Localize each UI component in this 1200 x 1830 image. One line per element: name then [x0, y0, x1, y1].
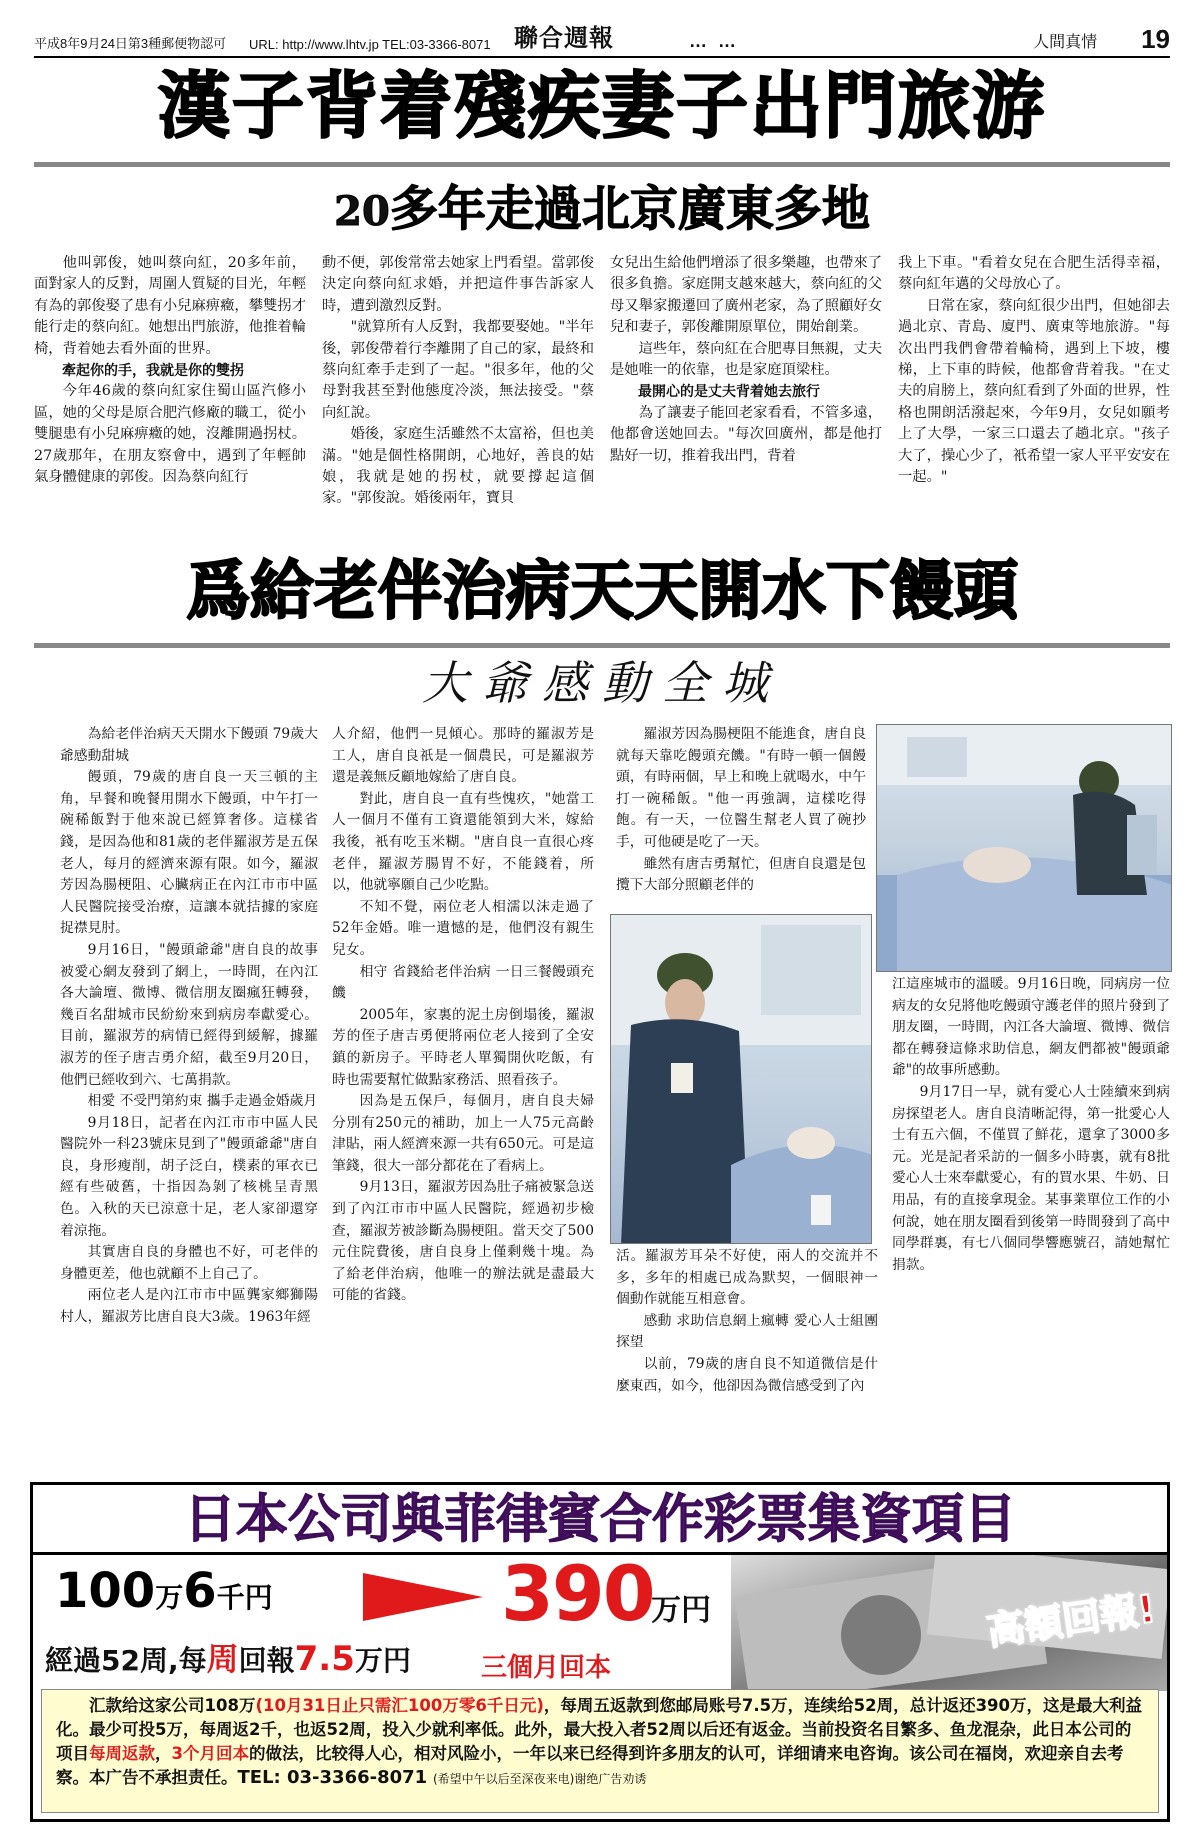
paragraph: 日常在家，蔡向紅很少出門，但她卻去過北京、青島、廈門、廣東等地旅游。"每次出門我們會帶着輪椅，遇到上下坡，樓梯，上下車的時候，他都會背着我。"在丈夫的肩膀上，蔡向紅看到了外面的世界，性格也開朗活潑起來，今年9月，女兒如願考上了大學，一家三口還去了趟北京。"孩子大了，操心少了，衹希望一家人平平安安在一起。" [898, 297, 1170, 486]
paragraph: 我上下車。"看着女兒在合肥生活得幸福，蔡向紅年邁的父母放心了。 [898, 255, 1170, 293]
paragraph: 饅頭，79歲的唐自良一天三頓的主角，早餐和晚餐用開水下饅頭，中午打一碗稀飯對于他來說已經算奢侈。這樣省錢，是因為他和81歲的老伴羅淑芳是五保老人，每月的經濟來源有限。如今，羅淑芳因為腸梗阻、心臟病正在內江市市中區人民醫院接受治療，這讓本就拮據的家庭捉襟見肘。 [60, 769, 318, 937]
paragraph: 婚後，家庭生活雖然不太富裕，但也美滿。"她是個性格開朗，心地好，善良的姑娘，我就是她的拐杖，就要撐起這個家。"郭俊說。婚後兩年，寶貝 [322, 426, 594, 507]
paragraph: 2005年，家裏的泥土房倒塌後，羅淑芳的侄子唐吉勇便將兩位老人接到了全安鎮的新房子。平時老人單獨開伙吃飯，有時也需要幫忙做點家務活、照看孩子。 [332, 1006, 594, 1088]
ad-tel: TEL: 03-3366-8071 [237, 1767, 428, 1788]
paragraph: 兩位老人是內江市市中區龔家鄉獅陽村人，羅淑芳比唐自良大3歲。1963年經 [60, 1287, 318, 1326]
banknotes-image [731, 1555, 1167, 1691]
page-number: 19 [1141, 24, 1170, 54]
paper-name: 聯合週報 [514, 25, 614, 52]
article1-col1 [34, 253, 306, 543]
ad-tel-note: (希望中午以后至深夜来电)谢绝广告劝诱 [432, 1772, 647, 1786]
article2-col1 [60, 724, 318, 1329]
payback-period: 三個月回本 [481, 1653, 612, 1683]
amount-a: 100 [55, 1563, 156, 1619]
weeks-amount: 7.5 [294, 1639, 355, 1679]
article2-subheadline: 大爺感動全城 [422, 656, 782, 710]
article2-col4 [892, 974, 1170, 1276]
article2-col3-top [616, 724, 866, 897]
paragraph: 動不便，郭俊常常去她家上門看望。當郭俊決定向蔡向紅求婚，并把這件事告訴家人時，遭到激烈反對。 [322, 255, 594, 314]
weekly-return [45, 1639, 411, 1681]
weeks-zhou: 周 [206, 1640, 239, 1678]
paragraph: 他叫郭俊，她叫蔡向紅，20多年前，面對家人的反對，周圍人質疑的目光，年輕有為的郭俊娶了患有小兒麻痹癥，攀雙拐才能行走的蔡向紅。她想出門旅游，他推着輪椅，背着她去看外面的世界。 [34, 255, 306, 357]
article1-col3 [610, 253, 882, 543]
paragraph: 以前，79歲的唐自良不知道微信是什麼東西，如今，他卻因為微信感受到了內 [616, 1355, 878, 1394]
paragraph: 為了讓妻子能回老家看看，不管多遠，他都會送她回去。"每次回廣州，都是他打點好一切，推着我出門，背着 [610, 404, 882, 464]
investment-amount [55, 1563, 273, 1619]
paragraph: "就算所有人反對，我都要娶她。"半年後，郭俊帶着行李離開了自己的家，最終和蔡向紅牽手走到了一起。"很多年，他的父母對我甚至對他態度冷淡，無法接受。"蔡向紅說。 [322, 319, 594, 421]
weeks-mid: 回報 [238, 1644, 295, 1677]
subhead-number: 20 [334, 188, 390, 235]
article2-headline: 爲給老伴治病天天開水下饅頭 [186, 555, 1018, 629]
weeks-pre: 經過52周,每 [45, 1644, 207, 1677]
paragraph: 這些年，蔡向紅在合肥專目無親，丈夫是她唯一的依靠，也是家庭頂梁柱。 [610, 340, 882, 379]
section-heading: 牽起你的手，我就是你的雙拐 [62, 362, 244, 379]
amount-b: 6 [183, 1563, 217, 1619]
section-name: 人間真情 [1033, 34, 1098, 51]
paragraph: 羅淑芳因為腸梗阻不能進食，唐自良就每天靠吃饅頭充饑。"有時一頓一個饅頭，有時兩個，早上和晚上就喝水，中午打一碗稀飯。"他一再強調，這樣吃得飽。有一天，一位醫生幫老人買了碗抄手，可他硬是吃了一天。 [616, 726, 866, 850]
paragraph: 對此，唐自良一直有些愧疚，"她當工人一個月不僅有工資還能領到大米，嫁給我後，衹有吃玉米糊。"唐自良一直很心疼老伴，羅淑芳腸胃不好，不能錢着，所以，他就寧願自己少吃點。 [332, 790, 594, 894]
subhead-text: 多年走過北京廣東多地 [389, 181, 870, 237]
hospital-photo-2 [610, 914, 872, 1244]
hospital-photo-1 [876, 724, 1172, 972]
ad-text-3: ，每周五返款到您邮局账号7.5万，连续给52周，总计返还390万，这是最大利益化。最少可投5万，每周返2千，也返52周，投入少就利率低。此外，最大投入者52周以后还有返金。当前投资名目繁多、鱼龙混杂，此日本公司的项目 [56, 1696, 1143, 1763]
article1-col2 [322, 253, 594, 543]
paragraph: 感動 求助信息網上瘋轉 愛心人士組團探望 [616, 1312, 878, 1351]
paragraph: 其實唐自良的身體也不好，可老伴的身體更差，他也就顧不上自己了。 [60, 1244, 318, 1282]
paragraph: 今年46歲的蔡向紅家住蜀山區汽修小區，她的父母是原合肥汽修廠的職工，從小雙腿患有小兒麻痹癥的她，沒離開過拐杖。27歲那年，在朋友察會中，遇到了年輕帥氣身體健康的郭俊。因為蔡向紅行 [34, 383, 306, 486]
paragraph: 9月18日，記者在內江市市中區人民醫院外一科23號床見到了"饅頭爺爺"唐自良，身形瘦削，胡子泛白，樸素的軍衣已經有些破舊，十指因為剝了核桃呈青黑色。入秋的天已涼意十足，老人家卻還穿着涼拖。 [60, 1114, 318, 1239]
unit-b: 千円 [216, 1581, 273, 1614]
ad-text-5: ， [155, 1744, 172, 1763]
paragraph: 女兒出生給他們增添了很多樂趣，也帶來了很多負擔。家庭開支越來越大，蔡向紅的父母又舉家搬遷回了廣州老家，為了照顧好女兒和妻子，郭俊離開原單位，開始創業。 [610, 255, 882, 336]
article1-body [34, 253, 1170, 543]
article2-body [34, 724, 1170, 1412]
hospital-scene-image [877, 725, 1172, 972]
paragraph: 江這座城市的溫暖。9月16日晚，同病房一位病友的女兒將他吃饅頭守護老伴的照片發到了朋友圈，一時間，內江各大論壇、微博、微信都在轉發這條求助信息，網友們都被"饅頭爺爺"的故事所感動。 [892, 976, 1170, 1079]
paragraph: 相守 省錢給老伴治病 一日三餐饅頭充饑 [332, 963, 594, 1002]
permit-text: 平成8年9月24日第3種郵便物認可 [34, 36, 227, 51]
high-return-badge: 高額回報! [983, 1586, 1158, 1654]
article2-col3-bottom [616, 1246, 878, 1397]
page-header [34, 22, 1170, 58]
header-dots: … … [689, 31, 740, 51]
ad-description [41, 1689, 1159, 1813]
ad-offer [33, 1549, 733, 1691]
paragraph: 因為是五保戶，每個月，唐自良夫婦分別有250元的補助，加上一人75元高齡津貼，兩人經濟來源一共有650元。可是這筆錢，很大一部分都花在了看病上。 [332, 1093, 594, 1174]
article1-col4 [898, 253, 1170, 543]
ad-text-2: (10月31日止只需汇100万零6千日元) [255, 1696, 544, 1715]
paragraph: 人介紹，他們一見傾心。那時的羅淑芳是工人，唐自良祇是一個農民，可是羅淑芳還是義無反顧地嫁給了唐自良。 [332, 726, 594, 786]
paragraph: 9月13日，羅淑芳因為肚子痛被緊急送到了內江市市中區人民醫院，經過初步檢查，羅淑芳被診斷為腸梗阻。當天交了500元住院費後，唐自良身上僅剩幾十塊。為了給老伴治病，他唯一的辦法就是盡最大可能的省錢。 [332, 1179, 594, 1304]
paragraph: 雖然有唐吉勇幫忙，但唐自良還是包攬下大部分照顧老伴的 [616, 855, 866, 894]
old-man-eating-image [611, 915, 872, 1244]
return-unit: 万円 [651, 1593, 711, 1628]
advertisement [30, 1482, 1170, 1822]
paragraph: 相愛 不受門第約束 攜手走過金婚歲月 [87, 1093, 318, 1110]
ad-text-6: 3个月回本 [171, 1744, 249, 1763]
arrow-right-icon [363, 1569, 483, 1625]
unit-a: 万 [155, 1581, 184, 1614]
ad-text-7: 的做法，比较得人心，相对风险小，一年以来已经得到许多朋友的认可，详细请来电咨询。该公司在福岗，欢迎亲自去考察。本广告不承担责任。 [56, 1744, 1124, 1787]
article2-col2 [332, 724, 594, 1307]
paragraph: 活。羅淑芳耳朵不好使，兩人的交流并不多，多年的相處已成為默契，一個眼神一個動作就能互相意會。 [616, 1248, 878, 1308]
weeks-unit: 万円 [354, 1644, 411, 1677]
article1-headline: 漢子背着殘疾妻子出門旅游 [157, 64, 1046, 148]
paragraph: 9月16日，"饅頭爺爺"唐自良的故事被愛心網友發到了網上，一時間，在內江各大論壇、微博、微信朋友圈瘋狂轉發，幾百名甜城市民紛紛來到病房奉獻愛心。目前，羅淑芳的病情已經得到緩解，據羅淑芳的侄子唐吉勇介紹，截至9月20日，他們已經收到六、七萬捐款。 [60, 941, 318, 1088]
section-heading: 最開心的是丈夫背着她去旅行 [638, 383, 820, 400]
return-amount: 390 [501, 1549, 654, 1638]
ad-text-1: 汇款给这家公司108万 [89, 1696, 256, 1715]
ad-text-4: 每周返款 [89, 1744, 155, 1763]
paragraph: 不知不覺，兩位老人相濡以沫走過了52年金婚。唯一遺憾的是，他們沒有親生兒女。 [332, 898, 594, 958]
paragraph: 9月17日一早，就有愛心人士陸續來到病房探望老人。唐自良清晰記得，第一批愛心人士有五六個，不僅買了鮮花，還拿了3000多元。光是記者采訪的一個多小時裏，就有8批愛心人士來奉獻愛心，有的買水果、牛奶、日用品，有的直接拿現金。某事業單位工作的小何說，她在朋友圈看到後第一時間發到了高中同學群裏，有七八個同學響應號召，請她幫忙捐款。 [892, 1083, 1170, 1273]
ad-title: 日本公司與菲律賓合作彩票集資項目 [33, 1485, 1167, 1555]
article1-subheadline [34, 167, 1170, 253]
paragraph: 為給老伴治病天天開水下饅頭 79歲大爺感動甜城 [60, 726, 318, 764]
url-tel-text: URL: http://www.lhtv.jp TEL:03-3366-8071 [249, 37, 491, 52]
